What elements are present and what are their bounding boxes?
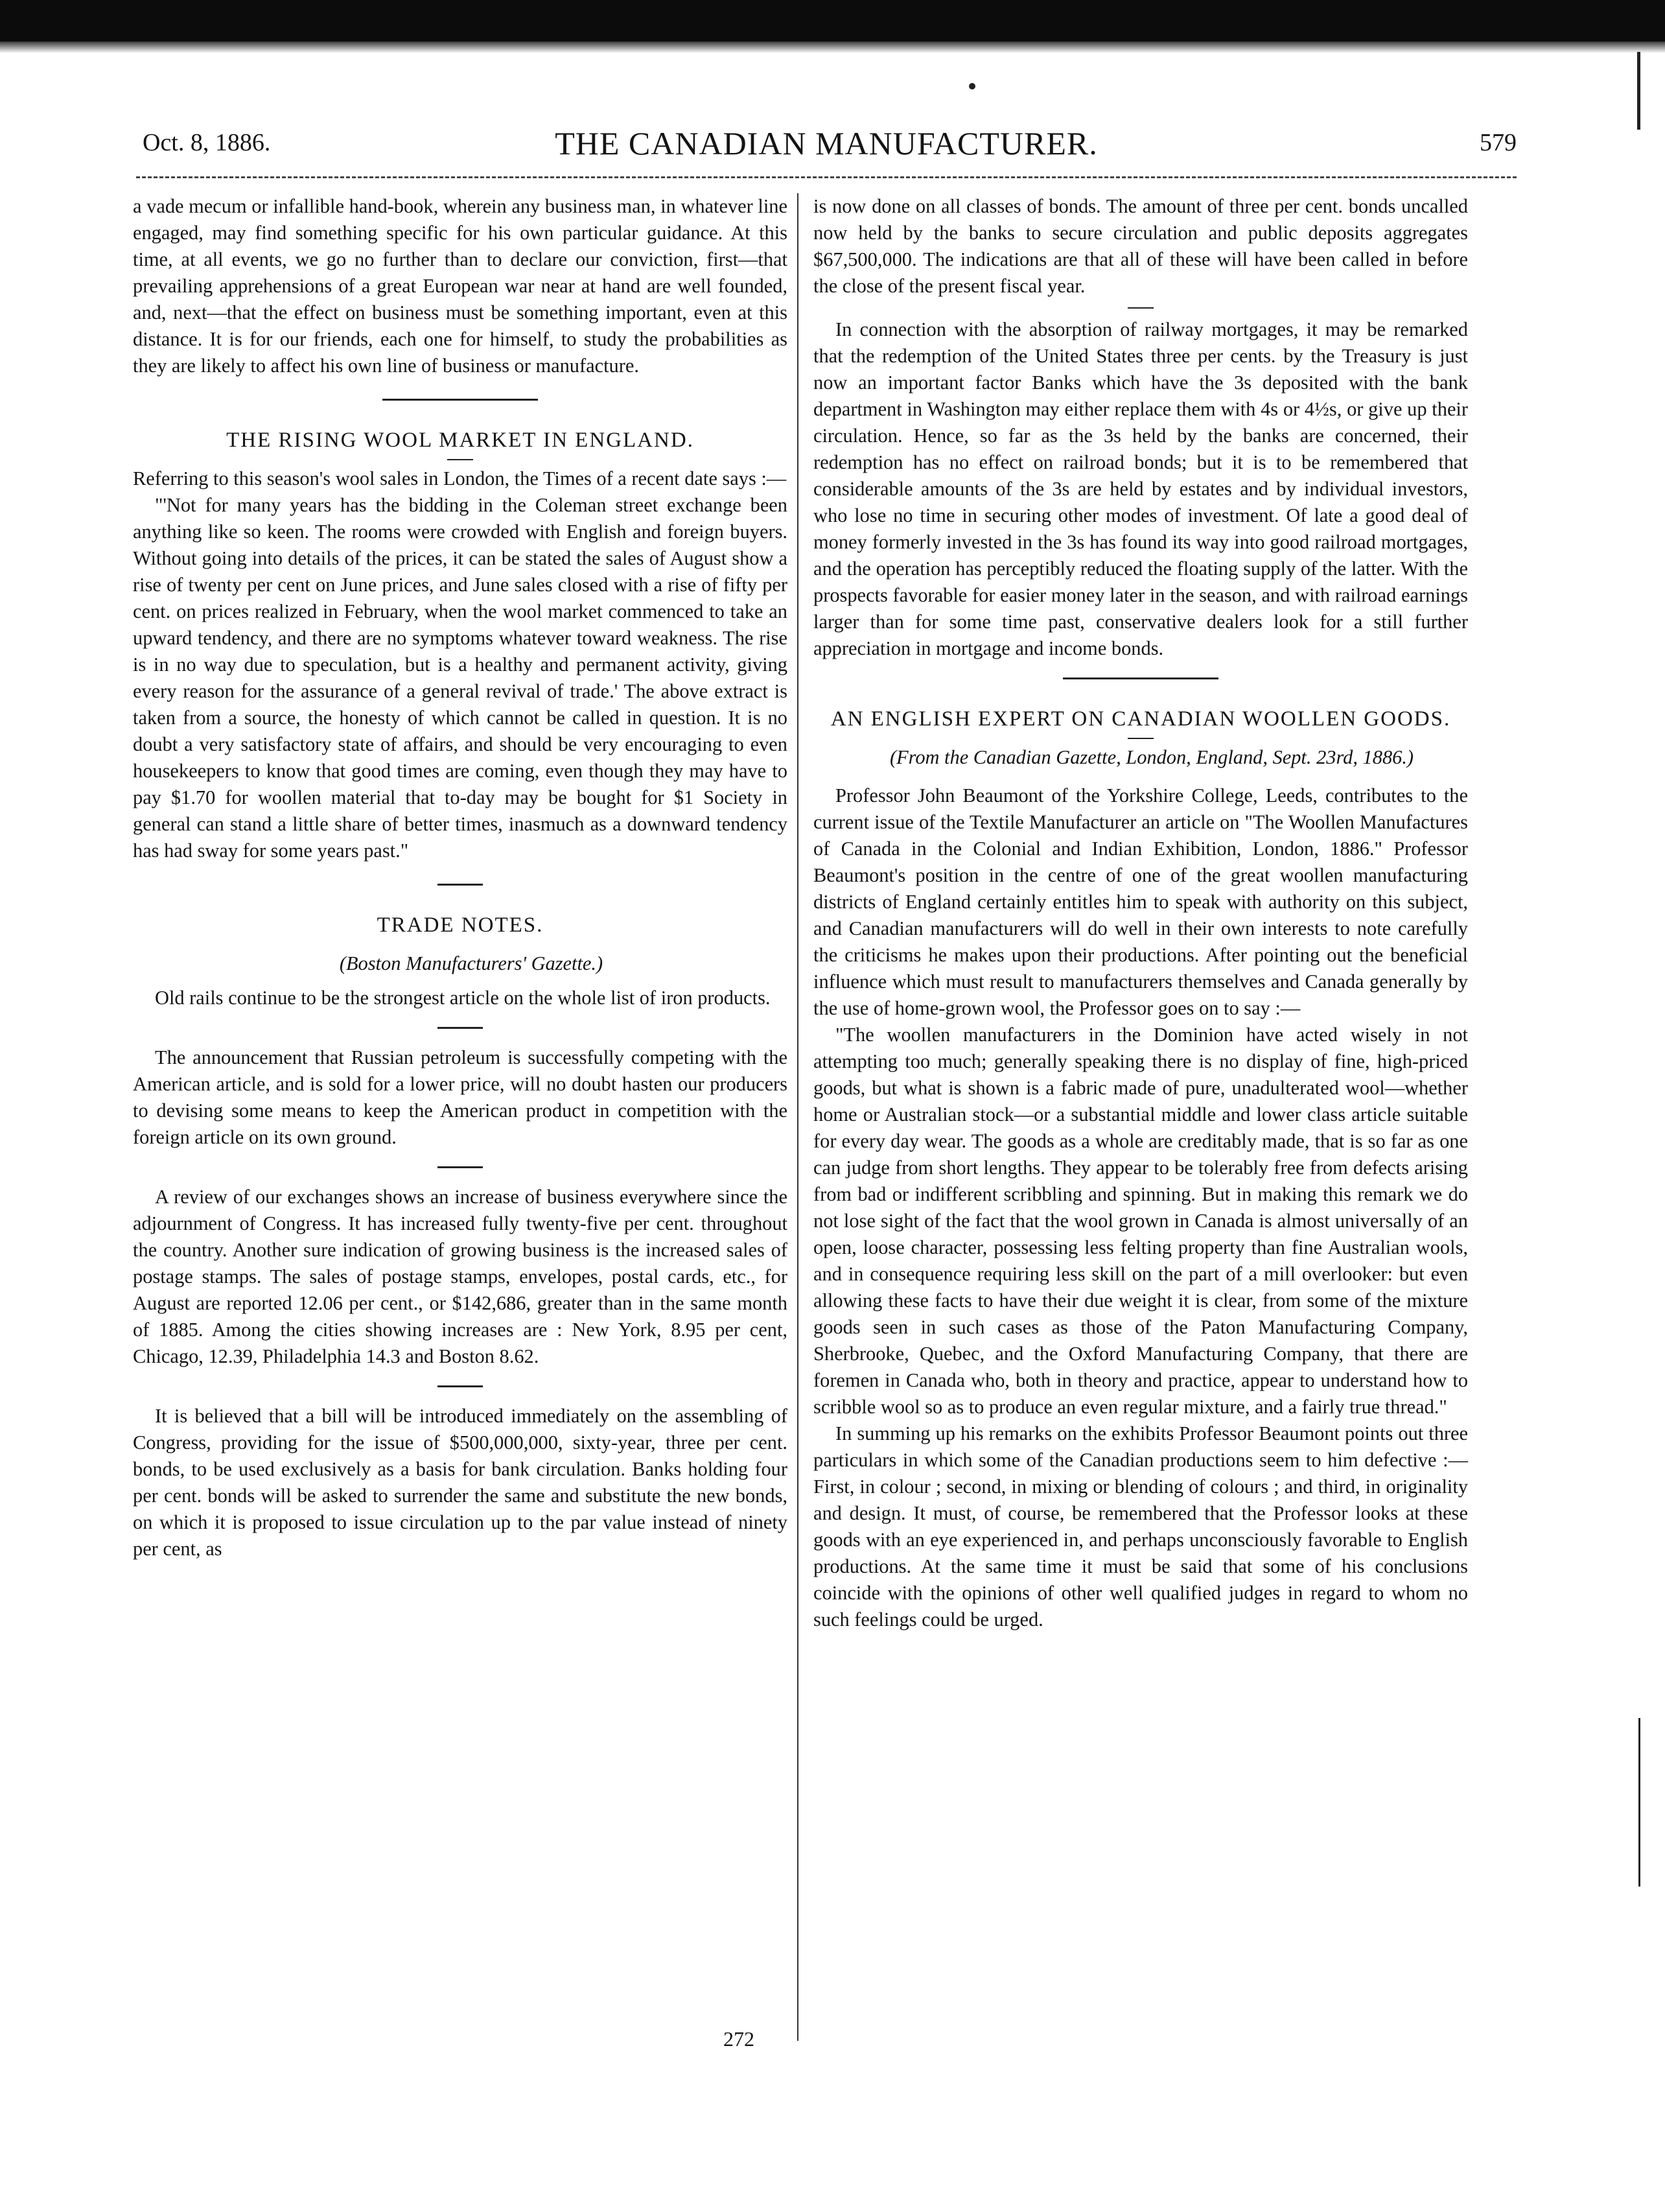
column-divider bbox=[797, 193, 798, 2041]
bonds-continuation: is now done on all classes of bonds. The amount of three per cent. bonds uncalled now held by the banks to secure circulation and public deposits aggregates $67,500,000. The indications are that all of these will have been called in before the close of the present fiscal year. bbox=[813, 195, 1468, 297]
railway-paragraph: In connection with the absorption of railway mortgages, it may be remarked that the redemption of the United States three per cents. by the Treasury is just now an important factor Banks which have the 3s deposited with the bank department in Washington may either replace them with 4s or 4½s, or give up their circulation. Hence, so far as the 3s held by the banks are concerned, their redemption has no effect on railroad bonds; but it is to be remembered that considerable amounts of the 3s are held by estates and by individual investors, who lose no time in securing other modes of investment. Of late a good deal of money formerly invested in the 3s has found its way into good railroad mortgages, and the operation has perceptibly reduced the floating supply of the latter. With the prospects favorable for easier money later in the season, and with railroad earnings larger than for some time past, conservative dealers look for a still further appreciation in mortgage and income bonds. bbox=[813, 318, 1468, 659]
trade-note: Old rails continue to be the strongest article on the whole list of iron products. bbox=[155, 987, 771, 1009]
wool-market-heading: THE RISING WOOL MARKET IN ENGLAND. bbox=[226, 429, 694, 452]
trade-note: The announcement that Russian petroleum is successfully competing with the American article, and is sold for a lower price, will no doubt hasten our producers to devising some means to keep the American product in competition with the foreign article on its own ground. bbox=[133, 1046, 787, 1148]
scan-top-border bbox=[0, 0, 1665, 41]
wool-quote: "'Not for many years has the bidding in the Coleman street exchange been anything like so keen. The rooms were crowded with English and foreign buyers. Without going into details of the prices, it can be stated the sales of August show a rise of twenty per cent on June prices, and June sales closed with a rise of fifty per cent. on prices realized in February, when the wool market commenced to take an upward tendency, and there are no symptoms whatever toward weakness. The rise is in no way due to speculation, but is a healthy and permanent activity, giving every reason for the assurance of a general revival of trade.' The above extract is taken from a source, the honesty of which cannot be called in question. It is no doubt a very satisfactory state of affairs, and should be very encouraging to even housekeepers to know that good times are coming, even though they may have to pay $1.70 for woollen material that to-day may be bought for $1 Society in general can stand a little share of better times, inasmuch as a downward tendency has had sway for some years past." bbox=[133, 494, 787, 862]
trade-note: It is believed that a bill will be introduced immediately on the assembling of Congress, providing for the issue of $500,000,000, sixty-year, three per cent. bonds, to be used exclusively as a basis for bank circulation. Banks holding four per cent. bonds will be asked to surrender the same and substitute the new bonds, on which it is proposed to issue circulation up to the par value instead of ninety per cent, as bbox=[133, 1405, 787, 1560]
wool-intro: Referring to this season's wool sales in London, the Times of a recent date says :— bbox=[133, 467, 787, 489]
journal-page-number: 579 bbox=[1480, 129, 1517, 156]
expert-quote: "The woollen manufacturers in the Dominion have acted wisely in not attempting too much; generally speaking there is no display of fine, high-priced goods, but what is shown is a fabric made of pure, unadulterated wool—whether home or Australian stock—or a substantial middle and lower class article suitable for every day wear. The goods as a whole are creditably made, that is so far as one can judge from short lengths. They appear to be tolerably free from defects arising from bad or indifferent scribbling and spinning. But in making this remark we do not lose sight of the fact that the wool grown in Canada is almost universally of an open, loose character, possessing less felting property than fine Australian wools, and in consequence requiring less skill on the part of a mill overlooker: but even allowing these facts to have their due weight it is clear, from some of the mixture goods seen in such cases as those of the Paton Manufacturing Company, Sherbrooke, Quebec, and the Oxford Manufacturing Company, that there are foremen in Canada who, both in theory and practice, appear to understand how to scribble wool so as to produce an even regular mixture, and a fairly true thread." bbox=[813, 1024, 1468, 1418]
footer-page-number: 272 bbox=[723, 2027, 754, 2051]
left-column bbox=[133, 193, 787, 1562]
scan-edge-mark bbox=[1637, 52, 1640, 130]
scan-speck bbox=[969, 83, 975, 89]
scan-top-shadow bbox=[0, 41, 1665, 53]
expert-paragraph: Professor John Beaumont of the Yorkshire College, Leeds, contributes to the current issue of the Textile Manufacturer an article on "The Woollen Manufactures of Canada in the Colonial and Indian Exhibition, London, 1886." Professor Beaumont's position in the centre of one of the great woollen manufacturing districts of England certainly entitles him to speak with authority on this subject, and Canadian manufacturers will do well in their own interests to note carefully the criticisms he makes upon their productions. After pointing out the beneficial influence which must result to manufacturers themselves and Canada generally by the use of home-grown wool, the Professor goes on to say :— bbox=[813, 784, 1468, 1019]
expert-paragraph: In summing up his remarks on the exhibits Professor Beaumont points out three particulars in which some of the Canadian productions seem to him defective :—First, in colour ; second, in mixing or blending of colours ; and third, in originality and design. It must, of course, be remembered that the Professor looks at these goods with an eye experienced in, and perhaps unconsciously favorable to English productions. At the same time it must be said that some of his conclusions coincide with the opinions of other well qualified judges in regard to whom no such feelings could be urged. bbox=[813, 1422, 1468, 1630]
publication-title: THE CANADIAN MANUFACTURER. bbox=[555, 125, 1098, 161]
scan-edge-mark bbox=[1638, 1718, 1640, 1887]
trade-notes-source: (Boston Manufacturers' Gazette.) bbox=[339, 952, 603, 974]
trade-notes-heading: TRADE NOTES. bbox=[377, 913, 544, 937]
intro-paragraph: a vade mecum or infallible hand-book, wherein any business man, in whatever line engaged, may find something specific for his own particular guidance. At this time, at all events, we go no further than to declare our conviction, first—that prevailing apprehensions of a great European war near at hand are well founded, and, next—that the effect on business must be something important, even at this distance. It is for our friends, each one for himself, to study the probabilities as they are likely to affect his own line of business or manufacture. bbox=[133, 195, 787, 377]
right-column bbox=[813, 193, 1468, 1633]
expert-heading: AN ENGLISH EXPERT ON CANADIAN WOOLLEN GOODS. bbox=[830, 707, 1451, 731]
trade-note: A review of our exchanges shows an increase of business everywhere since the adjournment of Congress. It has increased fully twenty-five per cent. throughout the country. Another sure indication of growing business is the increased sales of postage stamps. The sales of postage stamps, envelopes, postal cards, etc., for August are reported 12.06 per cent., or $142,686, greater than in the same month of 1885. Among the cities showing increases are : New York, 8.95 per cent, Chicago, 12.39, Philadelphia 14.3 and Boston 8.62. bbox=[133, 1186, 787, 1367]
header-rule bbox=[136, 176, 1517, 178]
issue-date: Oct. 8, 1886. bbox=[143, 129, 271, 156]
expert-source: (From the Canadian Gazette, London, England, Sept. 23rd, 1886.) bbox=[889, 746, 1414, 768]
running-head bbox=[136, 125, 1517, 170]
